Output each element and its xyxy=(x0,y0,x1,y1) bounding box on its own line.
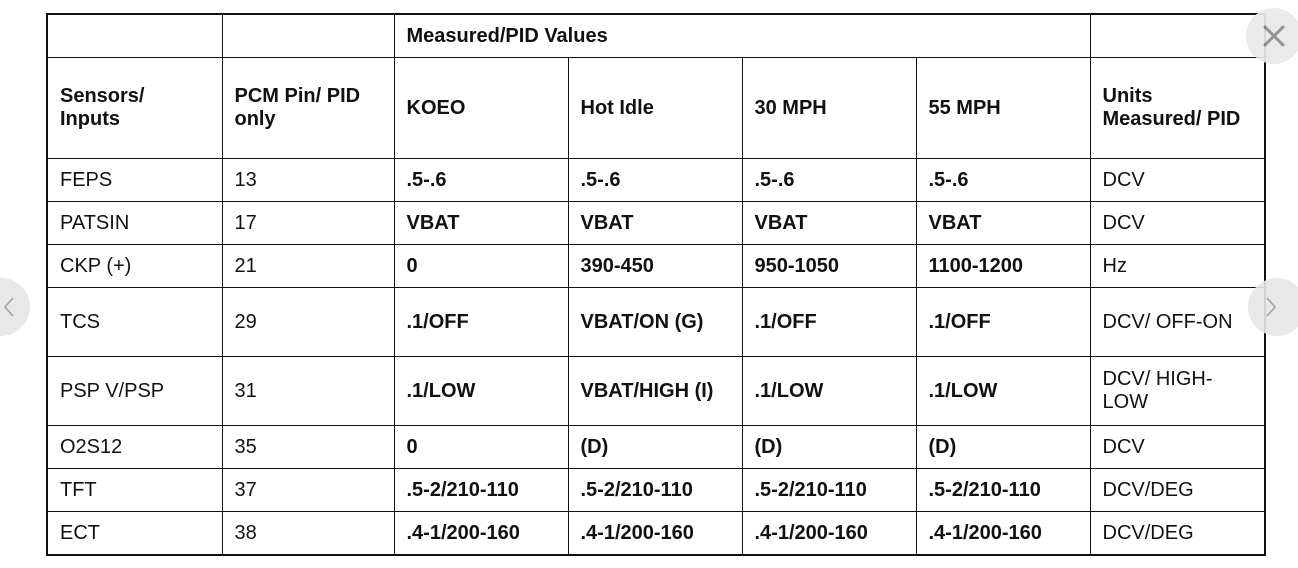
koeo-cell: .4-1/200-160 xyxy=(394,512,568,556)
empty-header-cell xyxy=(47,14,222,58)
spec-table-container xyxy=(46,13,1264,547)
30-mph-cell: .4-1/200-160 xyxy=(742,512,916,556)
55-mph-cell: .4-1/200-160 xyxy=(916,512,1090,556)
55-mph-cell: .5-2/210-110 xyxy=(916,469,1090,512)
units-cell: DCV xyxy=(1090,202,1265,245)
hot-idle-cell: (D) xyxy=(568,426,742,469)
table-row xyxy=(47,159,1265,202)
55-mph-cell: (D) xyxy=(916,426,1090,469)
pin-cell: 13 xyxy=(222,159,394,202)
header-55-mph: 55 MPH xyxy=(916,58,1090,159)
empty-header-cell xyxy=(1090,14,1265,58)
table-row xyxy=(47,288,1265,357)
30-mph-cell: VBAT xyxy=(742,202,916,245)
koeo-cell: 0 xyxy=(394,245,568,288)
30-mph-cell: 950-1050 xyxy=(742,245,916,288)
30-mph-cell: .1/OFF xyxy=(742,288,916,357)
pin-cell: 31 xyxy=(222,357,394,426)
units-cell: DCV/DEG xyxy=(1090,512,1265,556)
header-30-mph: 30 MPH xyxy=(742,58,916,159)
55-mph-cell: .1/LOW xyxy=(916,357,1090,426)
close-button[interactable] xyxy=(1246,8,1298,64)
pin-cell: 21 xyxy=(222,245,394,288)
hot-idle-cell: 390-450 xyxy=(568,245,742,288)
chevron-right-icon xyxy=(1266,297,1276,317)
30-mph-cell: .5-.6 xyxy=(742,159,916,202)
units-cell: DCV xyxy=(1090,159,1265,202)
header-units: Units Measured/ PID xyxy=(1090,58,1265,159)
hot-idle-cell: .4-1/200-160 xyxy=(568,512,742,556)
sensor-cell: PSP V/PSP xyxy=(47,357,222,426)
30-mph-cell: .5-2/210-110 xyxy=(742,469,916,512)
pin-cell: 17 xyxy=(222,202,394,245)
30-mph-cell: .1/LOW xyxy=(742,357,916,426)
header-sensors: Sensors/ Inputs xyxy=(47,58,222,159)
sensor-cell: TFT xyxy=(47,469,222,512)
units-cell: DCV/DEG xyxy=(1090,469,1265,512)
sensor-cell: FEPS xyxy=(47,159,222,202)
hot-idle-cell: .5-.6 xyxy=(568,159,742,202)
pin-cell: 35 xyxy=(222,426,394,469)
table-row xyxy=(47,469,1265,512)
pin-cell: 29 xyxy=(222,288,394,357)
55-mph-cell: .1/OFF xyxy=(916,288,1090,357)
header-pin: PCM Pin/ PID only xyxy=(222,58,394,159)
30-mph-cell: (D) xyxy=(742,426,916,469)
units-cell: Hz xyxy=(1090,245,1265,288)
table-row xyxy=(47,426,1265,469)
koeo-cell: .1/LOW xyxy=(394,357,568,426)
units-cell: DCV/ HIGH-LOW xyxy=(1090,357,1265,426)
hot-idle-cell: VBAT/HIGH (I) xyxy=(568,357,742,426)
measured-values-header: Measured/PID Values xyxy=(394,14,1090,58)
55-mph-cell: VBAT xyxy=(916,202,1090,245)
next-button[interactable] xyxy=(1248,278,1298,336)
table-row xyxy=(47,202,1265,245)
koeo-cell: .5-2/210-110 xyxy=(394,469,568,512)
55-mph-cell: .5-.6 xyxy=(916,159,1090,202)
pcm-values-table xyxy=(46,13,1266,556)
empty-header-cell xyxy=(222,14,394,58)
measured-header-row xyxy=(47,14,1265,58)
koeo-cell: .5-.6 xyxy=(394,159,568,202)
table-row xyxy=(47,512,1265,556)
koeo-cell: 0 xyxy=(394,426,568,469)
sensor-cell: O2S12 xyxy=(47,426,222,469)
header-hot-idle: Hot Idle xyxy=(568,58,742,159)
55-mph-cell: 1100-1200 xyxy=(916,245,1090,288)
pin-cell: 38 xyxy=(222,512,394,556)
hot-idle-cell: .5-2/210-110 xyxy=(568,469,742,512)
hot-idle-cell: VBAT xyxy=(568,202,742,245)
sensor-cell: PATSIN xyxy=(47,202,222,245)
sensor-cell: TCS xyxy=(47,288,222,357)
table-row xyxy=(47,357,1265,426)
units-cell: DCV/ OFF-ON xyxy=(1090,288,1265,357)
sensor-cell: ECT xyxy=(47,512,222,556)
column-header-row xyxy=(47,58,1265,159)
hot-idle-cell: VBAT/ON (G) xyxy=(568,288,742,357)
close-icon xyxy=(1263,25,1285,47)
koeo-cell: VBAT xyxy=(394,202,568,245)
pin-cell: 37 xyxy=(222,469,394,512)
previous-button[interactable] xyxy=(0,278,30,336)
sensor-cell: CKP (+) xyxy=(47,245,222,288)
table-row xyxy=(47,245,1265,288)
koeo-cell: .1/OFF xyxy=(394,288,568,357)
header-koeo: KOEO xyxy=(394,58,568,159)
chevron-left-icon xyxy=(4,297,14,317)
units-cell: DCV xyxy=(1090,426,1265,469)
